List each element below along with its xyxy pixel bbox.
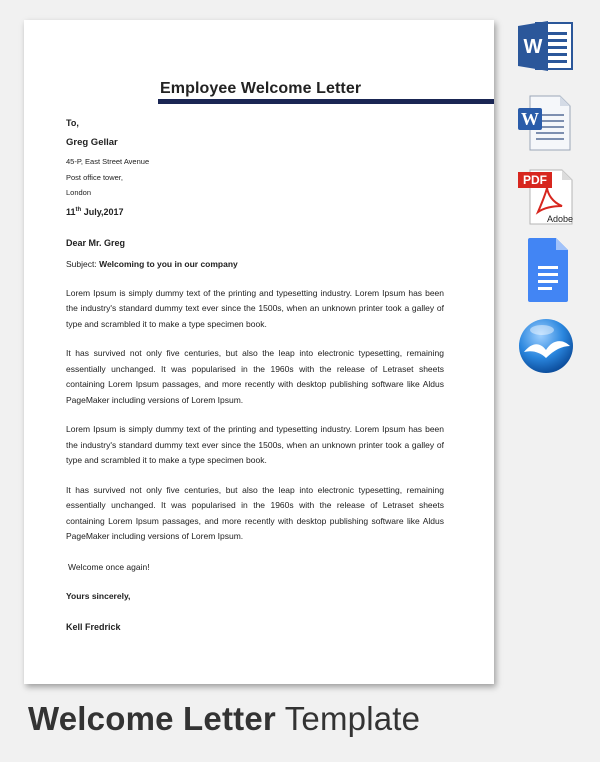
caption-bold: Welcome Letter [28,700,276,737]
word-letter: W [523,36,543,58]
adobe-label: Adobe [546,214,574,224]
caption-normal: Template [275,700,421,737]
document-title: Employee Welcome Letter [160,80,362,97]
google-docs-icon[interactable] [516,236,574,309]
closing-line: Yours sincerely, [66,590,131,601]
adobe-pdf-icon[interactable] [516,168,576,231]
date-day: 11 [66,206,76,217]
paragraph-4: It has survived not only five centuries, but also the leap into electronic typesetting, remaining essentially unchanged. It was popularised in the 1960s with the release of Letraset sheets containing Lorem Ipsum passages, and more recently with desktop publishing software like Aldus PageMaker including versions of Lorem Ipsum. [66,484,444,541]
salutation: Dear Mr. Greg [66,237,126,248]
date-rest: July,2017 [81,206,124,217]
address-line-3: London [66,188,92,197]
letter-date [66,203,444,220]
welcome-line: Welcome once again! [68,561,150,572]
word-doc-letter: W [521,109,539,129]
paragraph-2: It has survived not only five centuries, but also the leap into electronic typesetting, remaining essentially unchanged. It was popularised in the 1960s with the release of Letraset sheets containing Lorem Ipsum passages, and more recently with desktop publishing software like Aldus PageMaker including versions of Lorem Ipsum. [66,348,444,405]
to-label: To, [66,118,79,128]
recipient-name: Greg Gellar [66,137,118,148]
letter-page [24,20,494,684]
signer-name: Kell Fredrick [66,621,121,632]
subject-label: Subject: [66,258,100,269]
date-suffix: th [75,206,82,213]
subject-text: Welcoming to you in our company [99,258,238,269]
template-caption [28,700,420,738]
title-underline-bar [158,99,494,104]
address-line-2: Post office tower, [66,172,123,182]
subject-line [66,257,444,272]
letter-body [66,116,444,635]
paragraph-1: Lorem Ipsum is simply dummy text of the printing and typesetting industry. Lorem Ipsum has been the industry's standard dummy text ever since the 1500s, when an unknown printer took a galley of type and scrambled it to make a type specimen book. [66,287,444,329]
ms-word-doc-icon[interactable] [516,94,574,157]
pdf-label: PDF [523,173,547,187]
openoffice-icon[interactable] [516,316,576,381]
address-line-1: 45-P, East Street Avenue [66,157,150,166]
paragraph-3: Lorem Ipsum is simply dummy text of the printing and typesetting industry. Lorem Ipsum has been the industry's standard dummy text ever since the 1500s, when an unknown printer took a galley of type and scrambled it to make a type specimen book. [66,424,444,465]
ms-word-icon[interactable] [516,20,574,77]
